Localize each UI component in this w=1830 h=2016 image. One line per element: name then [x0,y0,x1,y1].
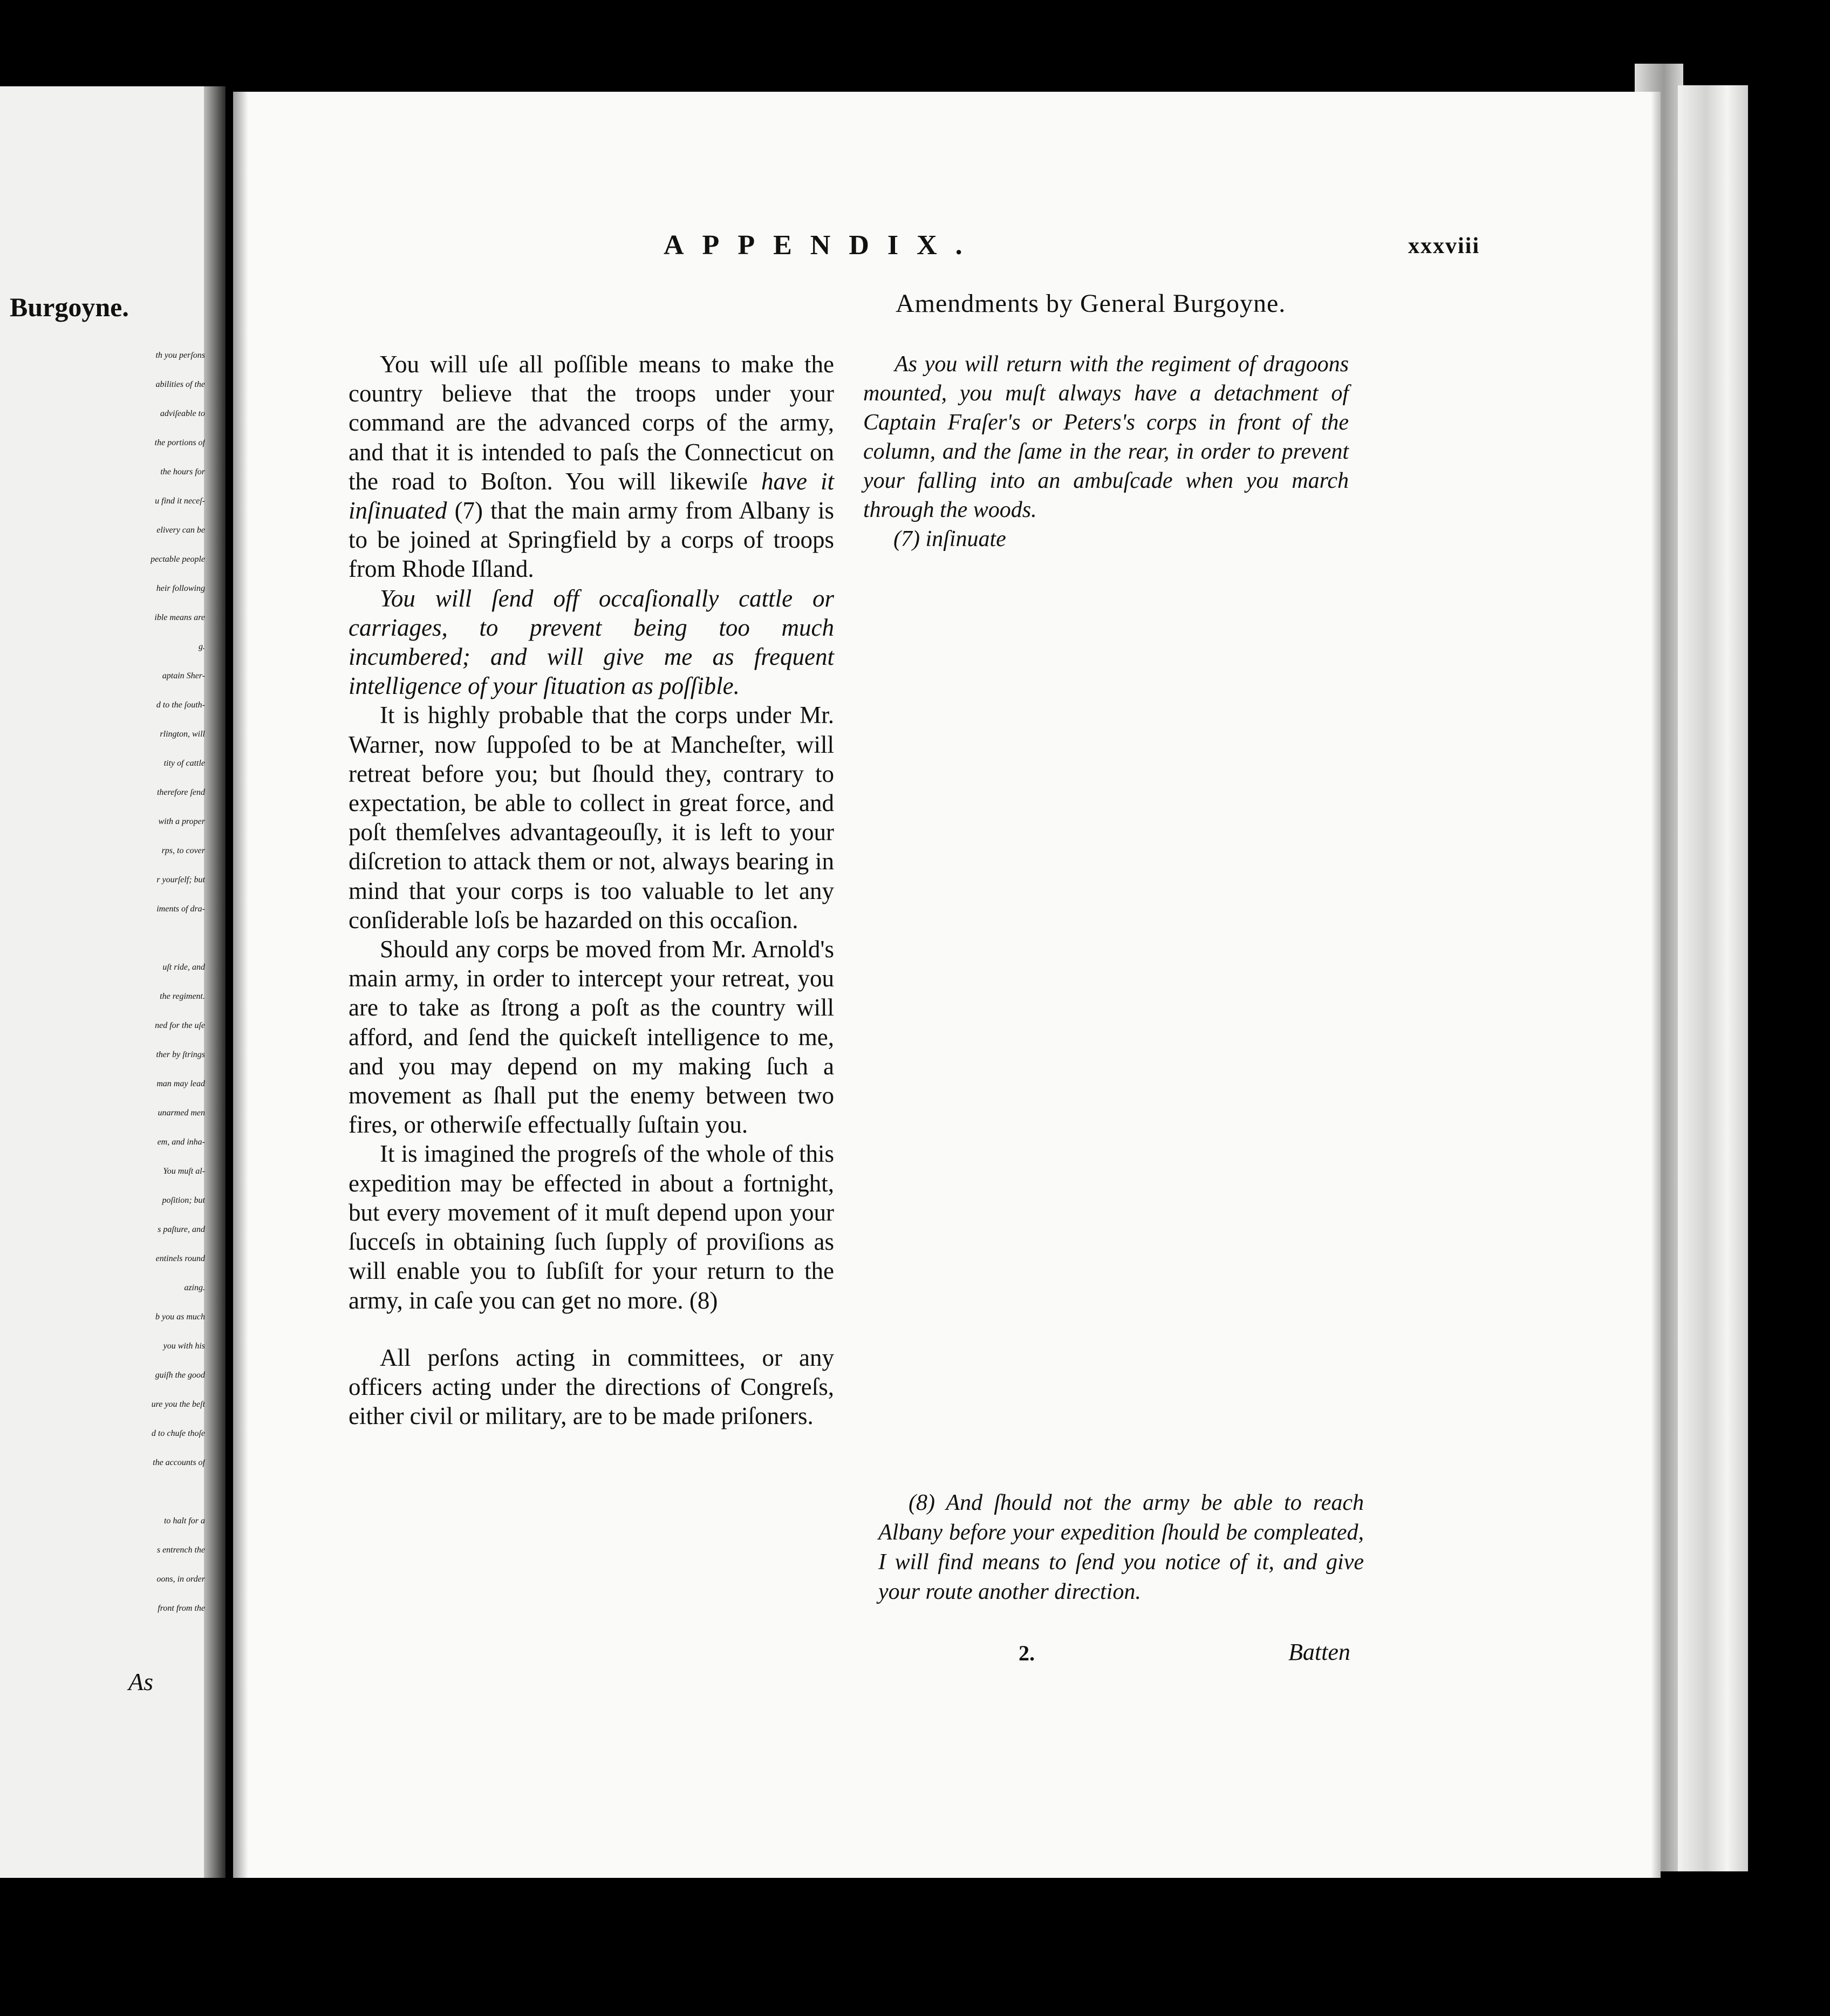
amendments-column [863,350,1349,554]
left-page-line: with a proper [158,817,205,826]
paragraph-1-text-a: You will uſe all poſſible means to make the country believe that the troops under your command are the advanced corps of the army, and that it is intended to paſs the Connecticut on the road to Boſton. You will likewiſe [349,351,834,495]
left-page-line: em, and inha- [157,1138,205,1147]
left-page-line: ible means are [154,613,205,622]
main-text-column [349,350,834,1431]
page-stack-edge-outer [1678,85,1748,1871]
paragraph-3: It is highly probable that the corps under Mr. Warner, now ſuppoſed to be at Mancheſter, will retreat before you; but ſhould they, contrary to expectation, be able to collect in great force, and poſt themſelves advantageouſly, it is left to your diſcretion to attack them or not, always bearing in mind that your corps is too valuable to let any conſiderable loſs be hazarded on this occaſion. [349,701,834,934]
left-page-heading: Burgoyne. [10,292,129,322]
left-page-line: therefore ſend [156,788,205,797]
left-page-line: b you as much [155,1312,205,1322]
left-page-line: r yourſelf; but [156,875,205,884]
left-page-line: azing. [184,1283,205,1292]
left-page-line: abilities of the [155,380,205,389]
left-page-line: to halt for a [163,1516,205,1525]
left-page-line: d to the ſouth- [156,700,205,710]
left-page-line [0,1487,205,1516]
left-page-line: pectable people [151,555,205,564]
left-page-line: man may lead [156,1079,205,1088]
signature-mark: 2. [1019,1641,1035,1665]
left-page-line: g. [199,642,205,651]
paragraph-4: Should any corps be moved from Mr. Arnold's main army, in order to intercept your retreat, you are to take as ſtrong a poſt as the country will afford, and ſend the quickeſt intelligence to me, and you may depend on my making ſuch a movement as ſhall put the enemy between two fires, or otherwiſe effectually ſuſtain you. [349,936,834,1139]
left-page-line [0,934,205,963]
left-page-line: the hours for [160,467,205,476]
left-page-line: the accounts of [153,1458,205,1467]
left-page-line: ned for the uſe [155,1021,205,1030]
left-page-line: oons, in order [156,1575,205,1584]
amendment-note-7-ref: (7) inſinuate [893,527,1006,551]
paragraph-5: It is imagined the progreſs of the whole of this expedition may be effected in about a fortnight, but every movement of it muſt depend upon your ſucceſs in obtaining ſuch ſupply of proviſions as will enable you to ſubſiſt for your return to the army, in caſe you can get no more. (8) [349,1140,834,1314]
left-page-line: the portions of [154,438,205,447]
left-page-line: front from the [158,1604,205,1613]
paragraph-1-text-b: (7) that the main army from Albany is to be joined at Springfield by a corps of troops from Rhode Iſland. [349,497,834,583]
catchword: Batten [1288,1639,1350,1665]
left-page-line: rlington, will [160,730,205,739]
left-page-line: uſt ride, and [162,963,205,972]
left-page-line: u find it neceſ- [155,496,205,506]
main-page-edge-shadow [1651,92,1661,1878]
page-title: APPENDIX. [664,230,981,261]
left-page-line: ther by ſtrings [156,1050,205,1059]
paragraph-2: You will ſend off occaſionally cattle or carriages, to prevent being too much incumbered; and will give me as frequent intelligence of your ſituation as poſſible. [349,584,834,700]
left-page-line: rps, to cover [161,846,205,855]
page-number: xxxviii [1408,234,1480,258]
left-page-line: heir following [156,584,205,593]
paragraph-1-italic: have it inſinuated [349,467,834,525]
paragraph-6: All perſons acting in committees, or any officers acting under the directions of Congreſs, either civil or military, are to be made priſoners. [349,1344,834,1430]
left-page-line: th you perſons [155,351,205,360]
left-page-line: ure you the beſt [151,1400,205,1409]
left-page-line: d to chuſe thoſe [151,1429,205,1438]
left-page-line: iments of dra- [156,904,205,914]
left-gutter-shadow [204,86,226,1878]
left-page-line: s paſture, and [158,1225,205,1234]
amendment-note-main: As you will return with the regiment of dragoons mounted, you muſt always have a detachment of Captain Fraſer's or Peters's corps in front of the column, and the ſame in the rear, in order to prevent your falling into an ambuſcade when you march through the woods. [863,352,1349,522]
amendment-note-8 [878,1488,1364,1607]
left-page-catchword: As [128,1668,153,1695]
left-page-line: entinels round [155,1254,205,1263]
left-page-line: tity of cattle [163,759,205,768]
amendments-heading: Amendments by General Burgoyne. [896,289,1286,318]
left-page-line: guiſh the good [155,1371,205,1380]
left-page-text [0,351,205,1633]
paragraph-1 [349,350,834,584]
left-page-line: s entrench the [156,1545,205,1555]
amendment-note-8-text: (8) And ſhould not the army be able to reach Albany before your expedition ſhould be compleated, I will find means to ſend you notice of it, and give your route another direction. [878,1490,1364,1604]
left-page-line: adviſeable to [160,409,205,418]
left-page-line: unarmed men [158,1108,205,1118]
left-page-line: aptain Sher- [162,671,205,680]
left-page-line: poſition; but [162,1196,205,1205]
left-page-line: elivery can be [156,526,205,535]
main-page-gutter-shadow [233,92,248,1878]
left-page-line: the regiment. [160,992,205,1001]
left-page-line: you with his [163,1341,205,1351]
left-page-line: You muſt al- [163,1167,205,1176]
